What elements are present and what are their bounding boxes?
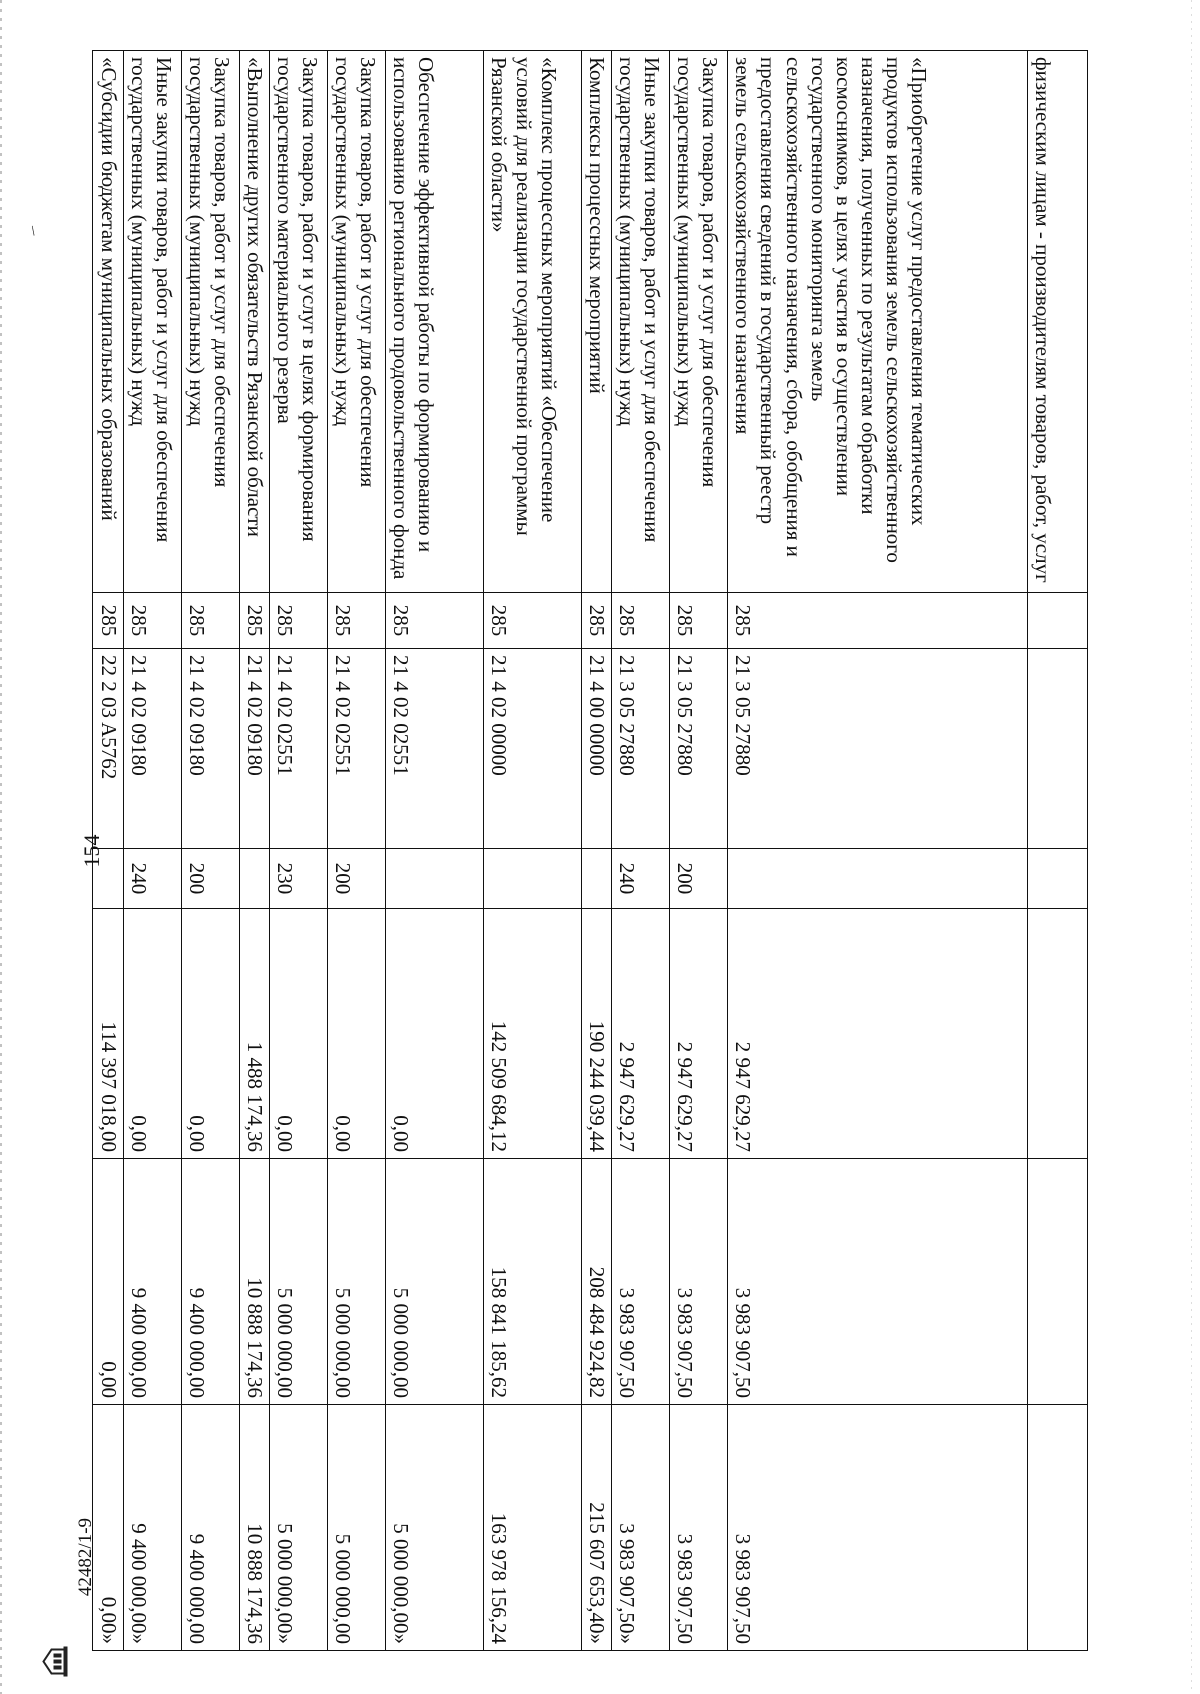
cell-name: «Приобретение услуг предоставления тематических продуктов использования земель сельскохозяйственного назначения, полученных по результатам обработки космоснимков, в целях участия в осуществлении государственного мониторинга земель сельскохозяйственного назначения, сбора, обобщения и предоставления сведений в государственный реестр земель сельскохозяйственного назначения xyxy=(728,51,1028,593)
cell-amount-year-3: 5 000 000,00» xyxy=(269,1405,327,1651)
cell-amount-year-2: 9 400 000,00 xyxy=(181,1159,239,1405)
table-row xyxy=(123,51,181,1651)
cell-name: Обеспечение эффективной работы по формированию и использованию регионального продовольственного фонда xyxy=(385,51,483,593)
page-number: 154 xyxy=(79,834,104,868)
cell-amount-year-2 xyxy=(1028,1159,1088,1405)
cell-name: Закупка товаров, работ и услуг для обеспечения государственных (муниципальных) нужд xyxy=(181,51,239,593)
cell-target-article: 21 4 02 02551 xyxy=(385,649,483,849)
cell-target-article: 21 3 05 27880 xyxy=(670,649,728,849)
cell-amount-year-2: 5 000 000,00 xyxy=(269,1159,327,1405)
cell-department-code: 285 xyxy=(728,593,1028,649)
cell-amount-year-2: 5 000 000,00 xyxy=(385,1159,483,1405)
cell-amount-year-3: 3 983 907,50 xyxy=(728,1405,1028,1651)
cell-amount-year-3: 9 400 000,00 xyxy=(181,1405,239,1651)
cell-name: Комплексы процессных мероприятий xyxy=(581,51,611,593)
cell-name: Закупка товаров, работ и услуг для обеспечения государственных (муниципальных) нужд xyxy=(327,51,385,593)
cell-name: физическим лицам - производителям товаров, работ, услуг xyxy=(1028,51,1088,593)
cell-target-article: 21 3 05 27880 xyxy=(728,649,1028,849)
cell-department-code: 285 xyxy=(123,593,181,649)
cell-amount-year-1: 114 397 018,00 xyxy=(93,909,123,1159)
cell-amount-year-2: 0,00 xyxy=(93,1159,123,1405)
stray-mark: / xyxy=(28,224,40,240)
cell-expense-type xyxy=(581,849,611,909)
cell-name: Иные закупки товаров, работ и услуг для обеспечения государственных (муниципальных) нужд xyxy=(612,51,670,593)
cell-target-article: 21 3 05 27880 xyxy=(612,649,670,849)
cell-expense-type xyxy=(728,849,1028,909)
printer-logo-icon xyxy=(40,1645,75,1679)
cell-amount-year-3: 0,00» xyxy=(93,1405,123,1651)
cell-amount-year-1: 2 947 629,27 xyxy=(612,909,670,1159)
cell-expense-type: 200 xyxy=(181,849,239,909)
cell-amount-year-1 xyxy=(1028,909,1088,1159)
cell-name: «Выполнение других обязательств Рязанской области xyxy=(239,51,269,593)
budget-table-rotated xyxy=(96,50,1088,1650)
cell-amount-year-2: 158 841 185,62 xyxy=(483,1159,581,1405)
table-row xyxy=(327,51,385,1651)
table-row xyxy=(93,51,123,1651)
cell-amount-year-1: 142 509 684,12 xyxy=(483,909,581,1159)
cell-name: «Субсидии бюджетам муниципальных образований xyxy=(93,51,123,593)
cell-amount-year-2: 5 000 000,00 xyxy=(327,1159,385,1405)
cell-amount-year-3: 9 400 000,00» xyxy=(123,1405,181,1651)
cell-expense-type: 200 xyxy=(327,849,385,909)
table-row xyxy=(385,51,483,1651)
table-row xyxy=(239,51,269,1651)
scan-edge xyxy=(0,0,2,1694)
cell-target-article: 21 4 02 09180 xyxy=(239,649,269,849)
document-code: 42482/1-9 xyxy=(75,1517,96,1597)
budget-table xyxy=(92,50,1088,1651)
cell-target-article: 21 4 02 02551 xyxy=(327,649,385,849)
cell-expense-type: 240 xyxy=(123,849,181,909)
cell-amount-year-1: 0,00 xyxy=(123,909,181,1159)
cell-name: «Комплекс процессных мероприятий «Обеспечение условий для реализации государственной программы Рязанской области» xyxy=(483,51,581,593)
cell-name: Иные закупки товаров, работ и услуг для обеспечения государственных (муниципальных) нужд xyxy=(123,51,181,593)
cell-expense-type: 230 xyxy=(269,849,327,909)
cell-amount-year-1: 2 947 629,27 xyxy=(728,909,1028,1159)
cell-amount-year-3: 3 983 907,50» xyxy=(612,1405,670,1651)
cell-department-code: 285 xyxy=(181,593,239,649)
cell-amount-year-2: 3 983 907,50 xyxy=(728,1159,1028,1405)
cell-target-article xyxy=(1028,649,1088,849)
table-row xyxy=(1028,51,1088,1651)
cell-department-code: 285 xyxy=(239,593,269,649)
cell-expense-type xyxy=(483,849,581,909)
cell-department-code: 285 xyxy=(612,593,670,649)
cell-amount-year-2: 10 888 174,36 xyxy=(239,1159,269,1405)
cell-department-code: 285 xyxy=(269,593,327,649)
cell-target-article: 21 4 02 09180 xyxy=(181,649,239,849)
cell-amount-year-2: 208 484 924,82 xyxy=(581,1159,611,1405)
cell-expense-type xyxy=(93,849,123,909)
table-body xyxy=(93,51,1088,1651)
table-row xyxy=(581,51,611,1651)
cell-expense-type xyxy=(385,849,483,909)
cell-amount-year-1: 0,00 xyxy=(181,909,239,1159)
table-row xyxy=(181,51,239,1651)
cell-name: Закупка товаров, работ и услуг для обеспечения государственных (муниципальных) нужд xyxy=(670,51,728,593)
cell-amount-year-3: 10 888 174,36 xyxy=(239,1405,269,1651)
table-row xyxy=(612,51,670,1651)
cell-amount-year-1: 0,00 xyxy=(269,909,327,1159)
cell-department-code: 285 xyxy=(93,593,123,649)
cell-amount-year-3: 163 978 156,24 xyxy=(483,1405,581,1651)
table-row xyxy=(670,51,728,1651)
cell-target-article: 21 4 02 02551 xyxy=(269,649,327,849)
cell-amount-year-2: 3 983 907,50 xyxy=(670,1159,728,1405)
cell-expense-type xyxy=(1028,849,1088,909)
cell-department-code: 285 xyxy=(670,593,728,649)
table-row xyxy=(483,51,581,1651)
cell-amount-year-3: 5 000 000,00» xyxy=(385,1405,483,1651)
cell-department-code: 285 xyxy=(483,593,581,649)
table-row xyxy=(269,51,327,1651)
cell-amount-year-1: 0,00 xyxy=(327,909,385,1159)
cell-name: Закупка товаров, работ и услуг в целях формирования государственного материального резерва xyxy=(269,51,327,593)
cell-department-code: 285 xyxy=(385,593,483,649)
cell-target-article: 21 4 02 00000 xyxy=(483,649,581,849)
cell-amount-year-3: 5 000 000,00 xyxy=(327,1405,385,1651)
cell-amount-year-2: 9 400 000,00 xyxy=(123,1159,181,1405)
table-row xyxy=(728,51,1028,1651)
cell-amount-year-1: 2 947 629,27 xyxy=(670,909,728,1159)
scan-edge-right xyxy=(1191,0,1192,1694)
cell-department-code: 285 xyxy=(581,593,611,649)
cell-amount-year-1: 0,00 xyxy=(385,909,483,1159)
cell-department-code: 285 xyxy=(327,593,385,649)
cell-amount-year-1: 190 244 039,44 xyxy=(581,909,611,1159)
cell-target-article: 21 4 00 00000 xyxy=(581,649,611,849)
cell-target-article: 21 4 02 09180 xyxy=(123,649,181,849)
cell-amount-year-3: 215 607 653,40» xyxy=(581,1405,611,1651)
cell-target-article: 22 2 03 A5762 xyxy=(93,649,123,849)
cell-amount-year-2: 3 983 907,50 xyxy=(612,1159,670,1405)
cell-amount-year-1: 1 488 174,36 xyxy=(239,909,269,1159)
cell-expense-type xyxy=(239,849,269,909)
cell-expense-type: 200 xyxy=(670,849,728,909)
cell-expense-type: 240 xyxy=(612,849,670,909)
cell-amount-year-3: 3 983 907,50 xyxy=(670,1405,728,1651)
cell-amount-year-3 xyxy=(1028,1405,1088,1651)
cell-department-code xyxy=(1028,593,1088,649)
